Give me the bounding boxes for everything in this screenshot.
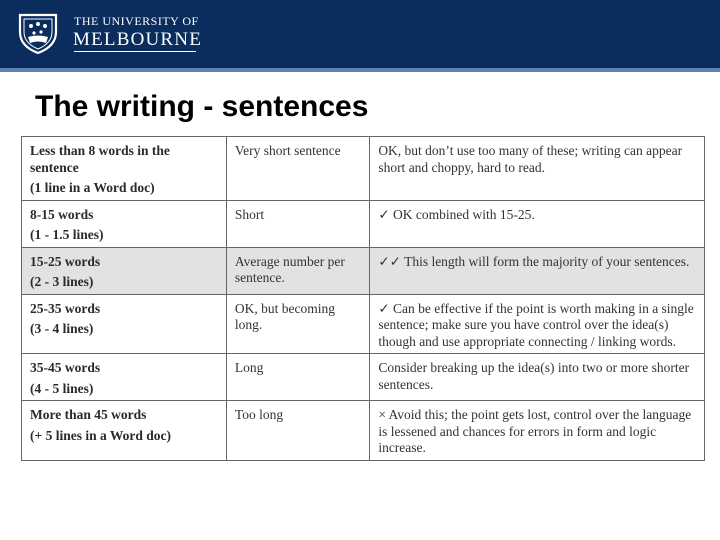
sentence-advice-cell: × Avoid this; the point gets lost, control over the language is lessened and chances for errors in form and logic increase. <box>370 401 705 461</box>
table-row <box>22 200 705 247</box>
sentence-advice-cell: Consider breaking up the idea(s) into two or more shorter sentences. <box>370 354 705 401</box>
university-header-bar <box>0 0 720 68</box>
header-accent-rule <box>0 68 720 72</box>
university-crest-icon <box>16 12 60 54</box>
sentence-length-cell <box>22 137 227 201</box>
sentence-length-cell <box>22 200 227 247</box>
line-count-label: (3 - 4 lines) <box>30 321 94 336</box>
logo-underline <box>74 51 196 52</box>
sentence-length-table-body <box>22 137 705 461</box>
word-count-label: 15-25 words <box>30 253 101 269</box>
sentence-advice-cell: ✓✓ This length will form the majority of your sentences. <box>370 247 705 294</box>
sentence-length-cell <box>22 354 227 401</box>
table-row <box>22 354 705 401</box>
sentence-rating-cell: Short <box>226 200 369 247</box>
university-name-line2: MELBOURNE <box>73 29 203 50</box>
word-count-label: 25-35 words <box>30 300 101 316</box>
sentence-rating-cell: Too long <box>226 401 369 461</box>
university-name-line1: THE UNIVERSITY OF <box>74 14 199 28</box>
table-row <box>22 401 705 461</box>
sentence-advice-cell: ✓ Can be effective if the point is worth making in a single sentence; make sure you have control over the idea(s) though and use appropriate connecting / linking words. <box>370 294 705 354</box>
sentence-length-table <box>21 136 705 461</box>
sentence-advice-cell: ✓ OK combined with 15-25. <box>370 200 705 247</box>
word-count-label: More than 45 words <box>30 407 147 422</box>
word-count-label: 8-15 words <box>30 206 94 222</box>
line-count-label: (2 - 3 lines) <box>30 274 94 289</box>
table-row <box>22 247 705 294</box>
sentence-rating-cell: Average number per sentence. <box>226 247 369 294</box>
sentence-rating-cell: Very short sentence <box>226 137 369 201</box>
sentence-rating-cell: OK, but becoming long. <box>226 294 369 354</box>
line-count-label: (1 line in a Word doc) <box>30 180 155 195</box>
table-row <box>22 294 705 354</box>
line-count-label: (1 - 1.5 lines) <box>30 227 104 242</box>
sentence-length-cell <box>22 294 227 354</box>
slide-title: The writing - sentences <box>35 90 369 123</box>
line-count-label: (4 - 5 lines) <box>30 380 94 396</box>
sentence-advice-cell: OK, but don’t use too many of these; writing can appear short and choppy, hard to read. <box>370 137 705 201</box>
sentence-rating-cell: Long <box>226 354 369 401</box>
line-count-label: (+ 5 lines in a Word doc) <box>30 427 171 443</box>
sentence-length-cell <box>22 247 227 294</box>
word-count-label: Less than 8 words in the sentence <box>30 143 170 175</box>
table-row <box>22 137 705 201</box>
sentence-length-cell <box>22 401 227 461</box>
word-count-label: 35-45 words <box>30 360 101 375</box>
